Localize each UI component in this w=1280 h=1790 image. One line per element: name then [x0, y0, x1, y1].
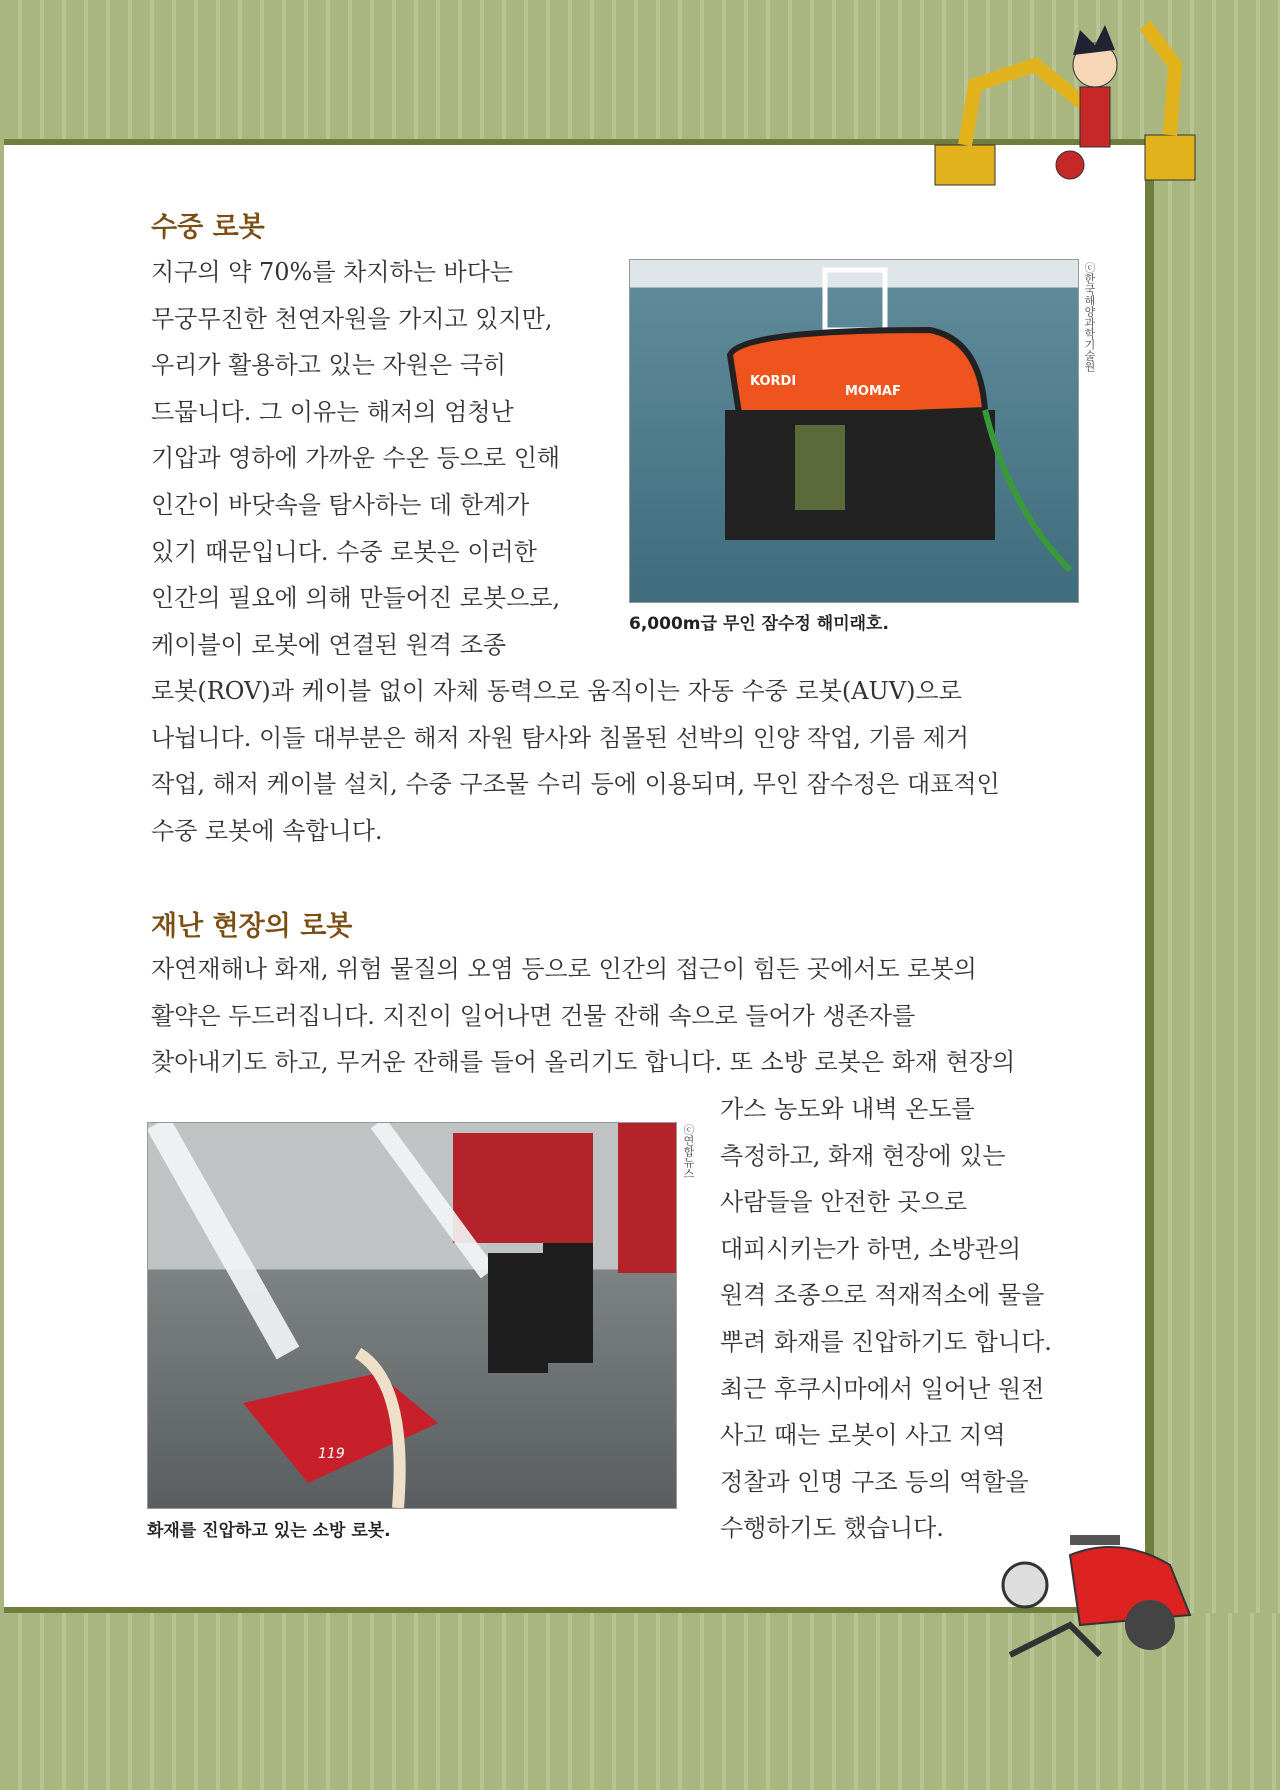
photo-caption: 화재를 진압하고 있는 소방 로봇. — [147, 1521, 391, 1541]
section-title-underwater-robot: 수중 로봇 — [151, 212, 265, 243]
text-line: 드뭅니다. 그 이유는 해저의 엄청난 — [151, 397, 514, 426]
text-line: 케이블이 로봇에 연결된 원격 조종 — [151, 630, 507, 659]
text-line: 작업, 해저 케이블 설치, 수중 구조물 수리 등에 이용되며, 무인 잠수정은 대표적인 — [151, 770, 1000, 799]
text-line: 있기 때문입니다. 수중 로봇은 이러한 — [151, 537, 537, 566]
submarine-robot-photo — [629, 259, 1079, 603]
text-line: 뿌려 화재를 진압하기도 합니다. — [720, 1327, 1052, 1356]
rov-label-momaf: MOMAF — [845, 384, 901, 399]
text-line: 인간의 필요에 의해 만들어진 로봇으로, — [151, 584, 561, 613]
text-line: 기압과 영하에 가까운 수온 등으로 인해 — [151, 444, 561, 473]
text-line: 나뉩니다. 이들 대부분은 해저 자원 탐사와 침몰된 선박의 인양 작업, 기름 제거 — [151, 723, 969, 752]
section1-narrow-paragraph — [151, 249, 560, 668]
text-line: 최근 후쿠시마에서 일어난 원전 — [720, 1374, 1045, 1403]
photo-caption: 6,000m급 무인 잠수정 해미래호. — [629, 614, 889, 634]
text-line: 무궁무진한 천연자원을 가지고 있지만, — [151, 304, 553, 333]
text-line: 측정하고, 화재 현장에 있는 — [720, 1141, 1006, 1170]
text-line: 대피시키는가 하면, 소방관의 — [720, 1234, 1022, 1263]
section2-narrow-paragraph — [720, 1086, 1052, 1552]
text-line: 사람들을 안전한 곳으로 — [720, 1188, 968, 1217]
text-line: 인간이 바닷속을 탐사하는 데 한계가 — [151, 490, 530, 519]
text-line: 정찰과 인명 구조 등의 역할을 — [720, 1467, 1029, 1496]
text-line: 수중 로봇에 속합니다. — [151, 816, 383, 845]
text-line: 지구의 약 70%를 차지하는 바다는 — [151, 258, 514, 286]
text-line: 찾아내기도 하고, 무거운 잔해를 들어 올리기도 합니다. 또 소방 로봇은 화재 현장의 — [151, 1048, 1016, 1077]
text-line: 가스 농도와 내벽 온도를 — [720, 1095, 975, 1123]
section1-wide-paragraph — [151, 668, 1000, 854]
robot-label-119: 119 — [318, 1446, 345, 1462]
text-line: 로봇(ROV)과 케이블 없이 자체 동력으로 움직이는 자동 수중 로봇(AUV)으로 — [151, 677, 962, 705]
photo-credit: ⓒ연합뉴스 — [682, 1124, 695, 1179]
section2-wide-paragraph — [151, 946, 1015, 1086]
robot-arm-character-illustration — [915, 5, 1215, 190]
section-title-disaster-robot: 재난 현장의 로봇 — [151, 911, 353, 942]
text-line: 우리가 활용하고 있는 자원은 극히 — [151, 351, 507, 380]
text-line: 자연재해나 화재, 위험 물질의 오염 등으로 인간의 접근이 힘든 곳에서도 로봇의 — [151, 955, 977, 983]
firefighting-robot-photo — [147, 1122, 677, 1509]
rov-label-kordi: KORDI — [750, 374, 797, 389]
text-line: 사고 때는 로봇이 사고 지역 — [720, 1421, 1006, 1450]
text-line: 원격 조종으로 적재적소에 물을 — [720, 1281, 1045, 1310]
text-line: 수행하기도 했습니다. — [720, 1514, 944, 1543]
text-line: 활약은 두드러집니다. 지진이 일어나면 건물 잔해 속으로 들어가 생존자를 — [151, 1001, 916, 1030]
photo-credit: ⓒ한국해양과학기술원 — [1083, 262, 1096, 372]
